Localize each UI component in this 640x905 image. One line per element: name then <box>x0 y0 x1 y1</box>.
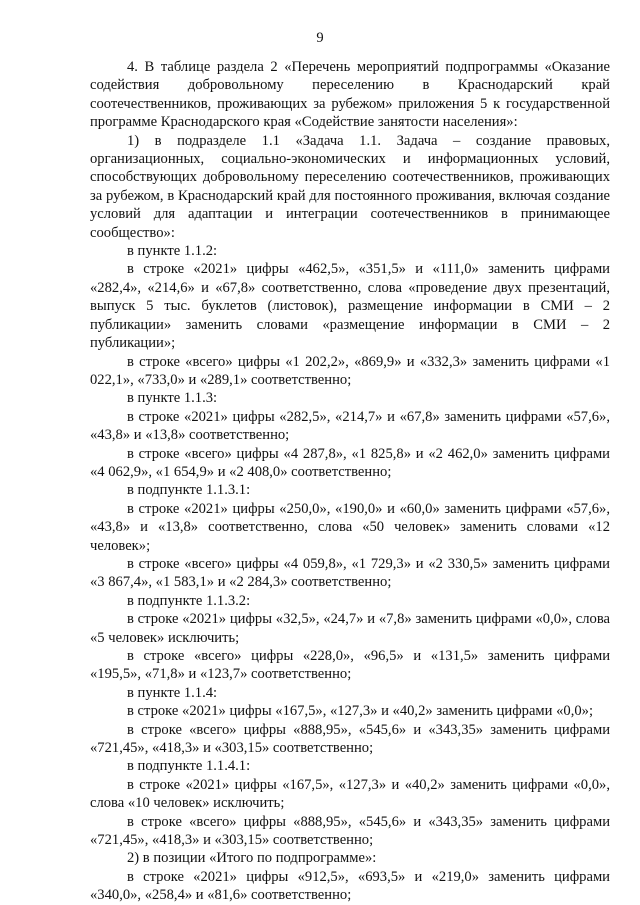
paragraph: в строке «всего» цифры «4 059,8», «1 729,3» и «2 330,5» заменить цифрами «3 867,4», «1 583,1» и «2 284,3» соответственно; <box>90 555 610 591</box>
paragraph: в строке «2021» цифры «167,5», «127,3» и «40,2» заменить цифрами «0,0»; <box>127 703 594 720</box>
paragraph: в пункте 1.1.4: <box>127 684 218 701</box>
paragraph: в строке «2021» цифры «167,5», «127,3» и «40,2» заменить цифрами «0,0», слова «10 человек» исключить; <box>90 776 610 812</box>
paragraph: в строке «2021» цифры «912,5», «693,5» и «219,0» заменить цифрами «340,0», «258,4» и «81,6» соответственно; <box>90 868 610 904</box>
paragraph: в подпункте 1.1.3.2: <box>127 592 251 609</box>
paragraph: в строке «всего» цифры «1 202,2», «869,9» и «332,3» заменить цифрами «1 022,1», «733,0» и «289,1» соответственно; <box>90 353 610 388</box>
paragraph: в строке «всего» цифры «4 287,8», «1 825,8» и «2 462,0» заменить цифрами «4 062,9», «1 654,9» и «2 408,0» соответственно; <box>90 445 610 480</box>
paragraph: в строке «всего» цифры «888,95», «545,6» и «343,35» заменить цифрами «721,45», «418,3» и «303,15» соответственно; <box>90 721 610 757</box>
paragraph: в подпункте 1.1.4.1: <box>127 758 251 775</box>
paragraph: в строке «2021» цифры «250,0», «190,0» и «60,0» заменить цифрами «57,6», «43,8» и «13,8» соответственно, слова «50 человек» заменить словами «12 человек»; <box>90 500 610 554</box>
paragraph: 4. В таблице раздела 2 «Перечень мероприятий подпрограммы «Оказание содействия добровольному переселению в Краснодарский край соотечественников, проживающих за рубежом» приложения 5 к государственной программе Краснодарского края «Содействие занятости населения»: <box>90 59 610 131</box>
paragraph: в строке «всего» цифры «228,0», «96,5» и «131,5» заменить цифрами «195,5», «71,8» и «123,7» соответственно; <box>90 648 610 683</box>
page-number: 9 <box>316 30 324 46</box>
paragraph: 1) в подразделе 1.1 «Задача 1.1. Задача – создание правовых, организационных, социально-экономических и информационных условий, способствующих добровольному переселению соотечественников, проживающих за рубежом, в Краснодарский край для постоянного проживания, включая создание условий для адаптации и интеграции соотечественников в принимающее сообщество»: <box>90 132 610 241</box>
paragraph: в пункте 1.1.2: <box>127 243 218 260</box>
paragraph: в подпункте 1.1.3.1: <box>127 482 251 499</box>
paragraph: в строке «2021» цифры «32,5», «24,7» и «7,8» заменить цифрами «0,0», слова «5 человек» исключить; <box>90 611 610 646</box>
paragraph: в пункте 1.1.3: <box>127 390 218 407</box>
document-body <box>90 58 610 905</box>
paragraph: в строке «2021» цифры «462,5», «351,5» и «111,0» заменить цифрами «282,4», «214,6» и «67,8» соответственно, слова «проведение двух презентаций, выпуск 5 тыс. буклетов (листовок), размещение информации в СМИ – 2 публикации» заменить словами «размещение информации в СМИ – 2 публикации»; <box>90 261 610 352</box>
paragraph: в строке «всего» цифры «888,95», «545,6» и «343,35» заменить цифрами «721,45», «418,3» и «303,15» соответственно; <box>90 813 610 849</box>
paragraph: в строке «2021» цифры «282,5», «214,7» и «67,8» заменить цифрами «57,6», «43,8» и «13,8» соответственно; <box>90 408 610 444</box>
paragraph: 2) в позиции «Итого по подпрограмме»: <box>127 850 377 867</box>
